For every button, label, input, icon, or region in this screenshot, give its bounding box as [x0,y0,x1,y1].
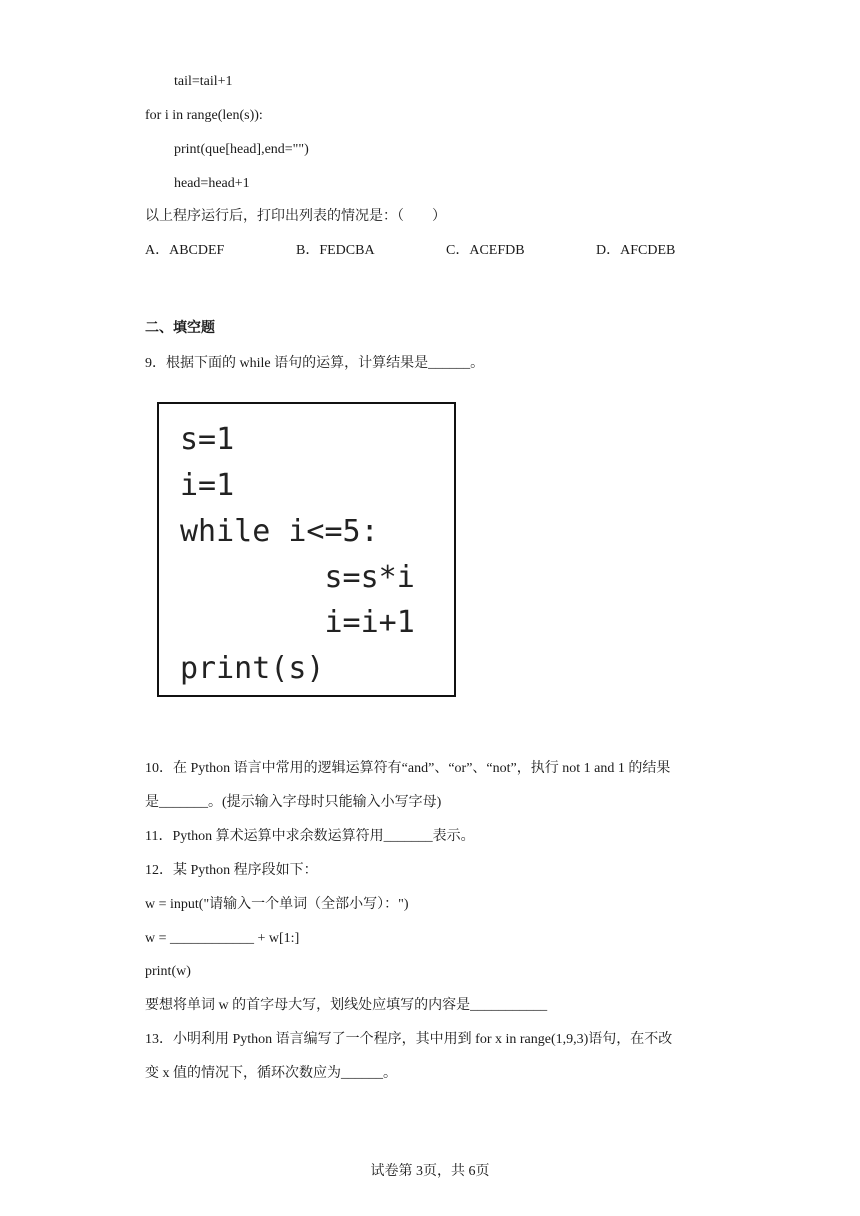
question-12-code-3: print(w) [145,964,191,979]
question-8-stem: 以上程序运行后，打印出列表的情况是：（ ） [145,209,446,224]
option-b: B．FEDCBA [296,243,375,258]
code-figure-line: s=s*i [180,560,415,595]
page-footer: 试卷第 3页，共 6页 [370,1164,490,1179]
code-figure-line: while i<=5: [180,514,379,549]
question-12-code-2: w = ____________ + w[1:] [145,931,300,946]
question-12-code-1: w = input("请输入一个单词（全部小写）：") [145,897,409,912]
option-a: A．ABCDEF [145,243,225,258]
code-figure [157,402,456,697]
question-13-line-1: 13．小明利用 Python 语言编写了一个程序，其中用到 for x in range(1,9,3)语句，在不改 [145,1032,673,1047]
question-12-stem: 12．某 Python 程序段如下： [145,863,318,878]
question-10-line-1: 10．在 Python 语言中常用的逻辑运算符有“and”、“or”、“not”，执行 not 1 and 1 的结果 [145,761,671,776]
code-line-for: for i in range(len(s)): [145,108,263,123]
question-10-line-2: 是_______。(提示输入字母时只能输入小写字母) [145,795,442,810]
code-figure-line: print(s) [180,651,325,686]
code-line-tail: tail=tail+1 [174,74,233,89]
section-heading: 二、填空题 [145,321,215,336]
code-line-head: head=head+1 [174,176,250,191]
question-9-stem: 9．根据下面的 while 语句的运算，计算结果是______。 [145,356,485,371]
question-12-question: 要想将单词 w 的首字母大写，划线处应填写的内容是___________ [145,998,548,1013]
question-11-stem: 11．Python 算术运算中求余数运算符用_______表示。 [145,829,475,844]
option-c: C．ACEFDB [446,243,525,258]
code-line-print: print(que[head],end="") [174,142,309,157]
code-figure-line: i=1 [180,468,235,503]
code-figure-line: s=1 [180,422,235,457]
option-d: D．AFCDEB [596,243,676,258]
question-13-line-2: 变 x 值的情况下，循环次数应为______。 [145,1066,397,1081]
code-figure-line: i=i+1 [180,605,415,640]
